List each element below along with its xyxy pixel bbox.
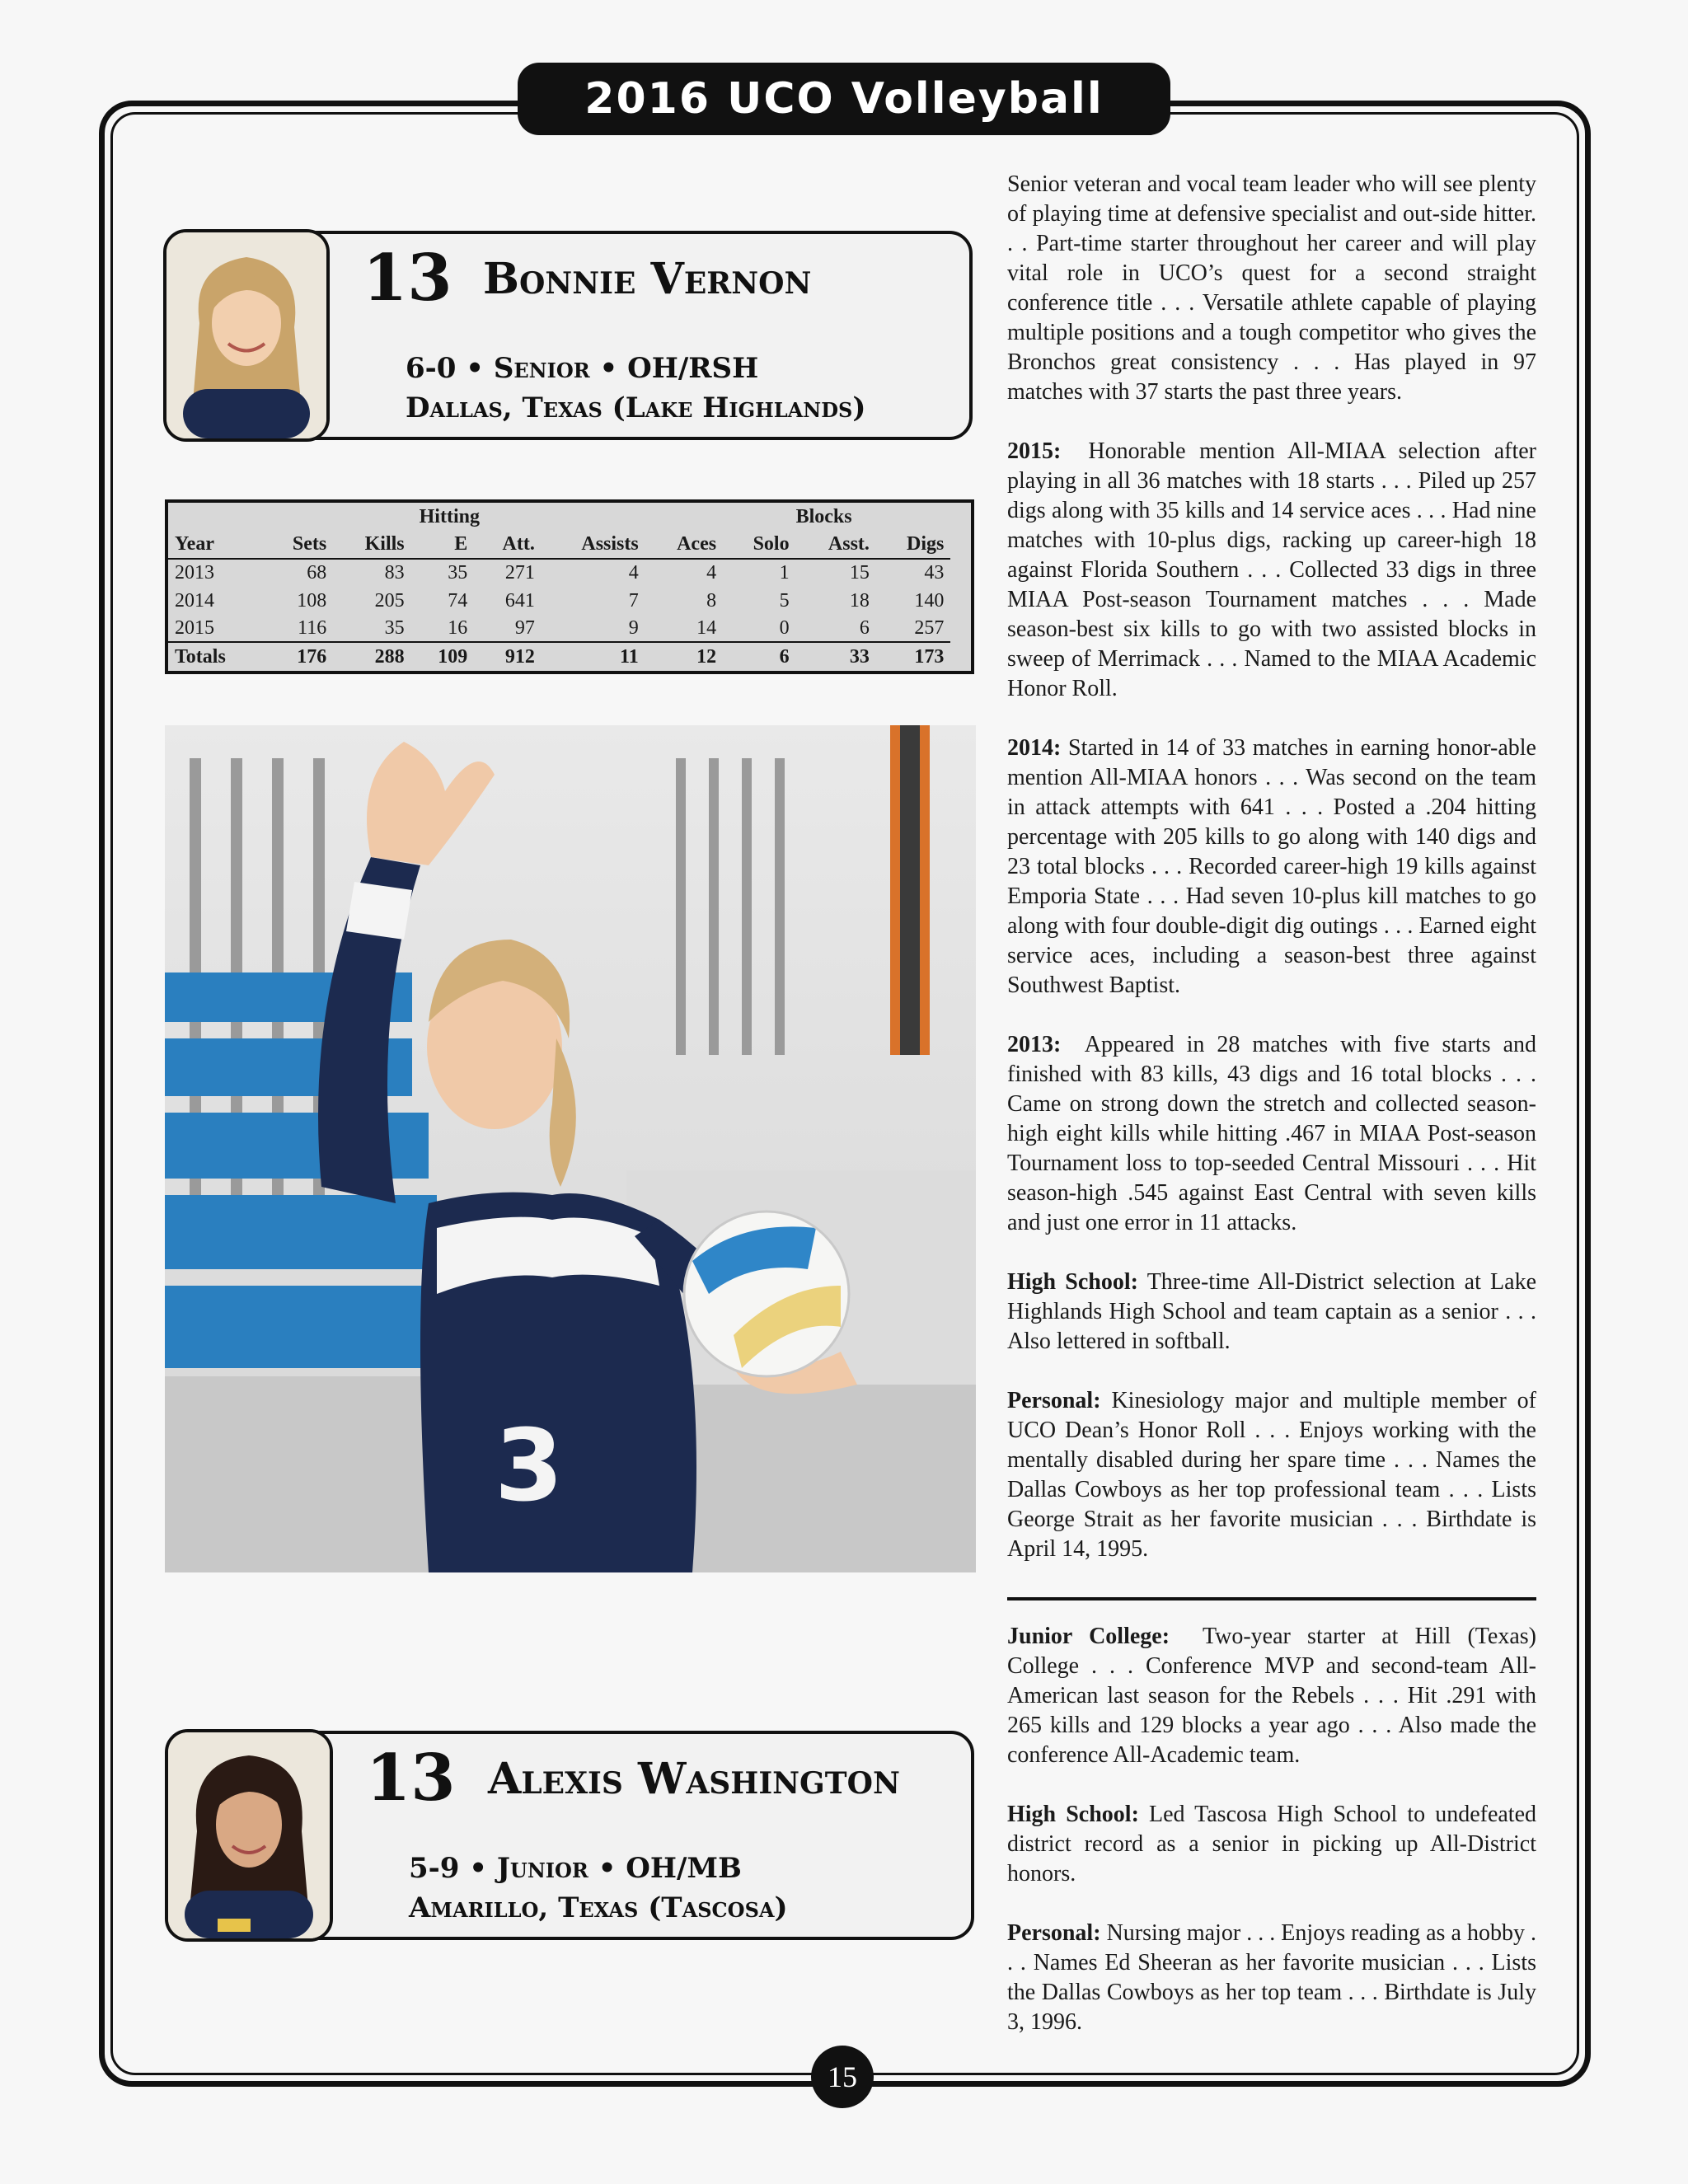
page-number: 15 bbox=[811, 2046, 874, 2108]
bio-high-school: High School: Three-time All-District selection at Lake Highlands High School and team captain as a senior . . . Also lettered in softball. bbox=[1007, 1269, 1537, 1354]
table-cell: 1 bbox=[779, 562, 790, 584]
bio-personal: Personal: Nursing major . . . Enjoys reading as a hobby . . . Names Ed Sheeran as her favorite musician . . . Lists the Dallas Cowboys as her top team . . . Birthdate is July 3, 1996. bbox=[1007, 1920, 1536, 2035]
table-row bbox=[166, 587, 973, 614]
hitting-group-header: Hitting bbox=[419, 505, 480, 527]
player2-name: Alexis Washington bbox=[488, 1754, 900, 1804]
headshot-bonnie-vernon bbox=[163, 229, 330, 442]
page-title-banner bbox=[518, 63, 1170, 135]
player1-number: 13 bbox=[363, 241, 452, 316]
table-cell: 74 bbox=[448, 589, 468, 612]
table-cell: 15 bbox=[849, 562, 870, 584]
bio-2015: 2015: Honorable mention All-MIAA selection after playing in all 36 matches with 18 starts . . . Piled up 257 digs along with 35 kills and 14 service aces . . . Had nine matches with 10-plus digs, racking up career-high 18 against Florida Southern . . . Collected 33 digs in three MIAA Post-season Tournament matches . . . Made season-best six kills to go with two assisted blocks in sweep of Merrimack . . . Named to the MIAA Academic Honor Roll. bbox=[1007, 438, 1537, 701]
table-cell: 14 bbox=[645, 614, 723, 642]
bio-2014: 2014: Started in 14 of 33 matches in earning honor-able mention All-MIAA honors . . . Was second on the team in attack attempts with 641 . . . Posted a .204 hitting percentage with 205 kills to go along with 140 digs and 23 total blocks . . . Recorded career-high 19 kills against Emporia State . . . Had seven 10-plus kill matches to go along with four double-digit dig outings . . . Earned eight service aces, including a season-best three against Southwest Baptist. bbox=[1007, 735, 1536, 998]
col-attempts: Att. bbox=[474, 530, 542, 558]
table-cell: 5 bbox=[779, 589, 790, 612]
col-year: Year bbox=[166, 530, 264, 558]
table-cell: 912 bbox=[504, 646, 535, 668]
table-cell: 173 bbox=[914, 646, 945, 668]
table-cell: 33 bbox=[849, 646, 870, 668]
col-assists: Assists bbox=[542, 530, 645, 558]
table-cell: 35 bbox=[333, 614, 410, 642]
table-cell: 116 bbox=[264, 614, 334, 642]
table-cell: 271 bbox=[504, 562, 535, 584]
table-cell: 83 bbox=[384, 562, 405, 584]
action-photo bbox=[165, 725, 976, 1572]
table-cell: 140 bbox=[914, 589, 945, 612]
table-cell: 43 bbox=[924, 562, 945, 584]
table-cell: 176 bbox=[297, 646, 327, 668]
table-cell: 18 bbox=[849, 589, 870, 612]
table-cell: 16 bbox=[411, 614, 475, 642]
stats-table bbox=[165, 499, 974, 674]
table-cell: 8 bbox=[706, 589, 717, 612]
page-title: 2016 UCO Volleyball bbox=[584, 74, 1104, 124]
col-sets: Sets bbox=[264, 530, 334, 558]
totals-row bbox=[166, 642, 973, 673]
col-kills: Kills bbox=[333, 530, 410, 558]
col-digs: Digs bbox=[876, 530, 950, 558]
player1-name: Bonnie Vernon bbox=[483, 254, 812, 304]
bio-2013: 2013: Appeared in 28 matches with five starts and finished with 83 kills, 43 digs and 16 total blocks . . . Came on strong down the stretch and collected season-high eight kills while hitting .467 in MIAA Post-season Tournament loss to top-seeded Central Missouri . . . Hit season-high .545 against East Central with seven kills and just one error in 11 attacks. bbox=[1007, 1032, 1536, 1235]
player2-position-line: 5-9 • Junior • OH/MB bbox=[409, 1852, 742, 1885]
bio-intro: Senior veteran and vocal team leader who will see plenty of playing time at defensive specialist and out-side hitter. . . Part-time starter throughout her career and will play vital role in UCO’s quest for a second straight conference title . . . Versatile athlete capable of playing multiple positions and a tough competitor who gives the Bronchos great consistency . . . Has played in 97 matches with 37 starts the past three years. bbox=[1007, 171, 1536, 405]
table-cell: 288 bbox=[374, 646, 405, 668]
table-cell: 97 bbox=[474, 614, 542, 642]
svg-text:3: 3 bbox=[495, 1409, 564, 1524]
headshot-portrait-icon bbox=[166, 232, 326, 438]
player1-hometown-line: Dallas, Texas (Lake Highlands) bbox=[406, 391, 866, 424]
col-assisted: Asst. bbox=[796, 530, 876, 558]
table-cell: 12 bbox=[696, 646, 717, 668]
stats-column-header-row bbox=[166, 530, 973, 558]
table-cell: 2014 bbox=[175, 589, 214, 612]
table-cell: 108 bbox=[297, 589, 327, 612]
headshot-portrait-icon bbox=[168, 1732, 330, 1938]
table-cell: 6 bbox=[796, 614, 876, 642]
table-cell: 11 bbox=[620, 646, 639, 668]
player2-number: 13 bbox=[366, 1741, 456, 1816]
col-aces: Aces bbox=[645, 530, 723, 558]
table-cell: 4 bbox=[706, 562, 717, 584]
bio-column-alexis-washington bbox=[1007, 1622, 1536, 2067]
table-cell: 641 bbox=[504, 589, 535, 612]
table-cell: 4 bbox=[628, 562, 639, 584]
table-row bbox=[166, 559, 973, 587]
table-cell: 7 bbox=[628, 589, 639, 612]
blocks-group-header: Blocks bbox=[795, 505, 852, 527]
table-cell: Totals bbox=[175, 646, 226, 668]
table-cell: 109 bbox=[438, 646, 468, 668]
bio-personal: Personal: Kinesiology major and multiple member of UCO Dean’s Honor Roll . . . Enjoys working with the mentally disabled during her spare time . . . Names the Dallas Cowboys as her top professional team . . . Lists George Strait as her favorite musician . . . Birthdate is April 14, 1995. bbox=[1007, 1388, 1537, 1562]
headshot-alexis-washington bbox=[165, 1729, 333, 1942]
player1-position-line: 6-0 • Senior • OH/RSH bbox=[406, 352, 759, 385]
bio-high-school: High School: Led Tascosa High School to undefeated district record as a senior in picking up All-District honors. bbox=[1007, 1802, 1537, 1886]
table-cell: 9 bbox=[542, 614, 645, 642]
table-cell: 2013 bbox=[175, 562, 214, 584]
col-errors: E bbox=[411, 530, 475, 558]
table-cell: 0 bbox=[723, 614, 796, 642]
table-cell: 2015 bbox=[166, 614, 264, 642]
table-cell: 6 bbox=[779, 646, 790, 668]
player2-hometown-line: Amarillo, Texas (Tascosa) bbox=[409, 1891, 788, 1924]
section-divider bbox=[1007, 1597, 1536, 1601]
stats-group-header-row bbox=[166, 501, 973, 530]
table-cell: 68 bbox=[307, 562, 327, 584]
bio-column-bonnie-vernon bbox=[1007, 170, 1536, 1594]
table-cell: 257 bbox=[876, 614, 950, 642]
bio-junior-college: Junior College: Two-year starter at Hill (Texas) College . . . Conference MVP and second-team All-American last season for the Rebels . . . Hit .291 with 265 kills and 129 blocks a year ago . . . Also made the conference All-Academic team. bbox=[1007, 1624, 1536, 1768]
col-solo: Solo bbox=[723, 530, 796, 558]
table-row bbox=[166, 614, 973, 642]
player-serving-photo-icon bbox=[165, 725, 976, 1572]
table-cell: 35 bbox=[448, 562, 468, 584]
table-cell: 205 bbox=[374, 589, 405, 612]
